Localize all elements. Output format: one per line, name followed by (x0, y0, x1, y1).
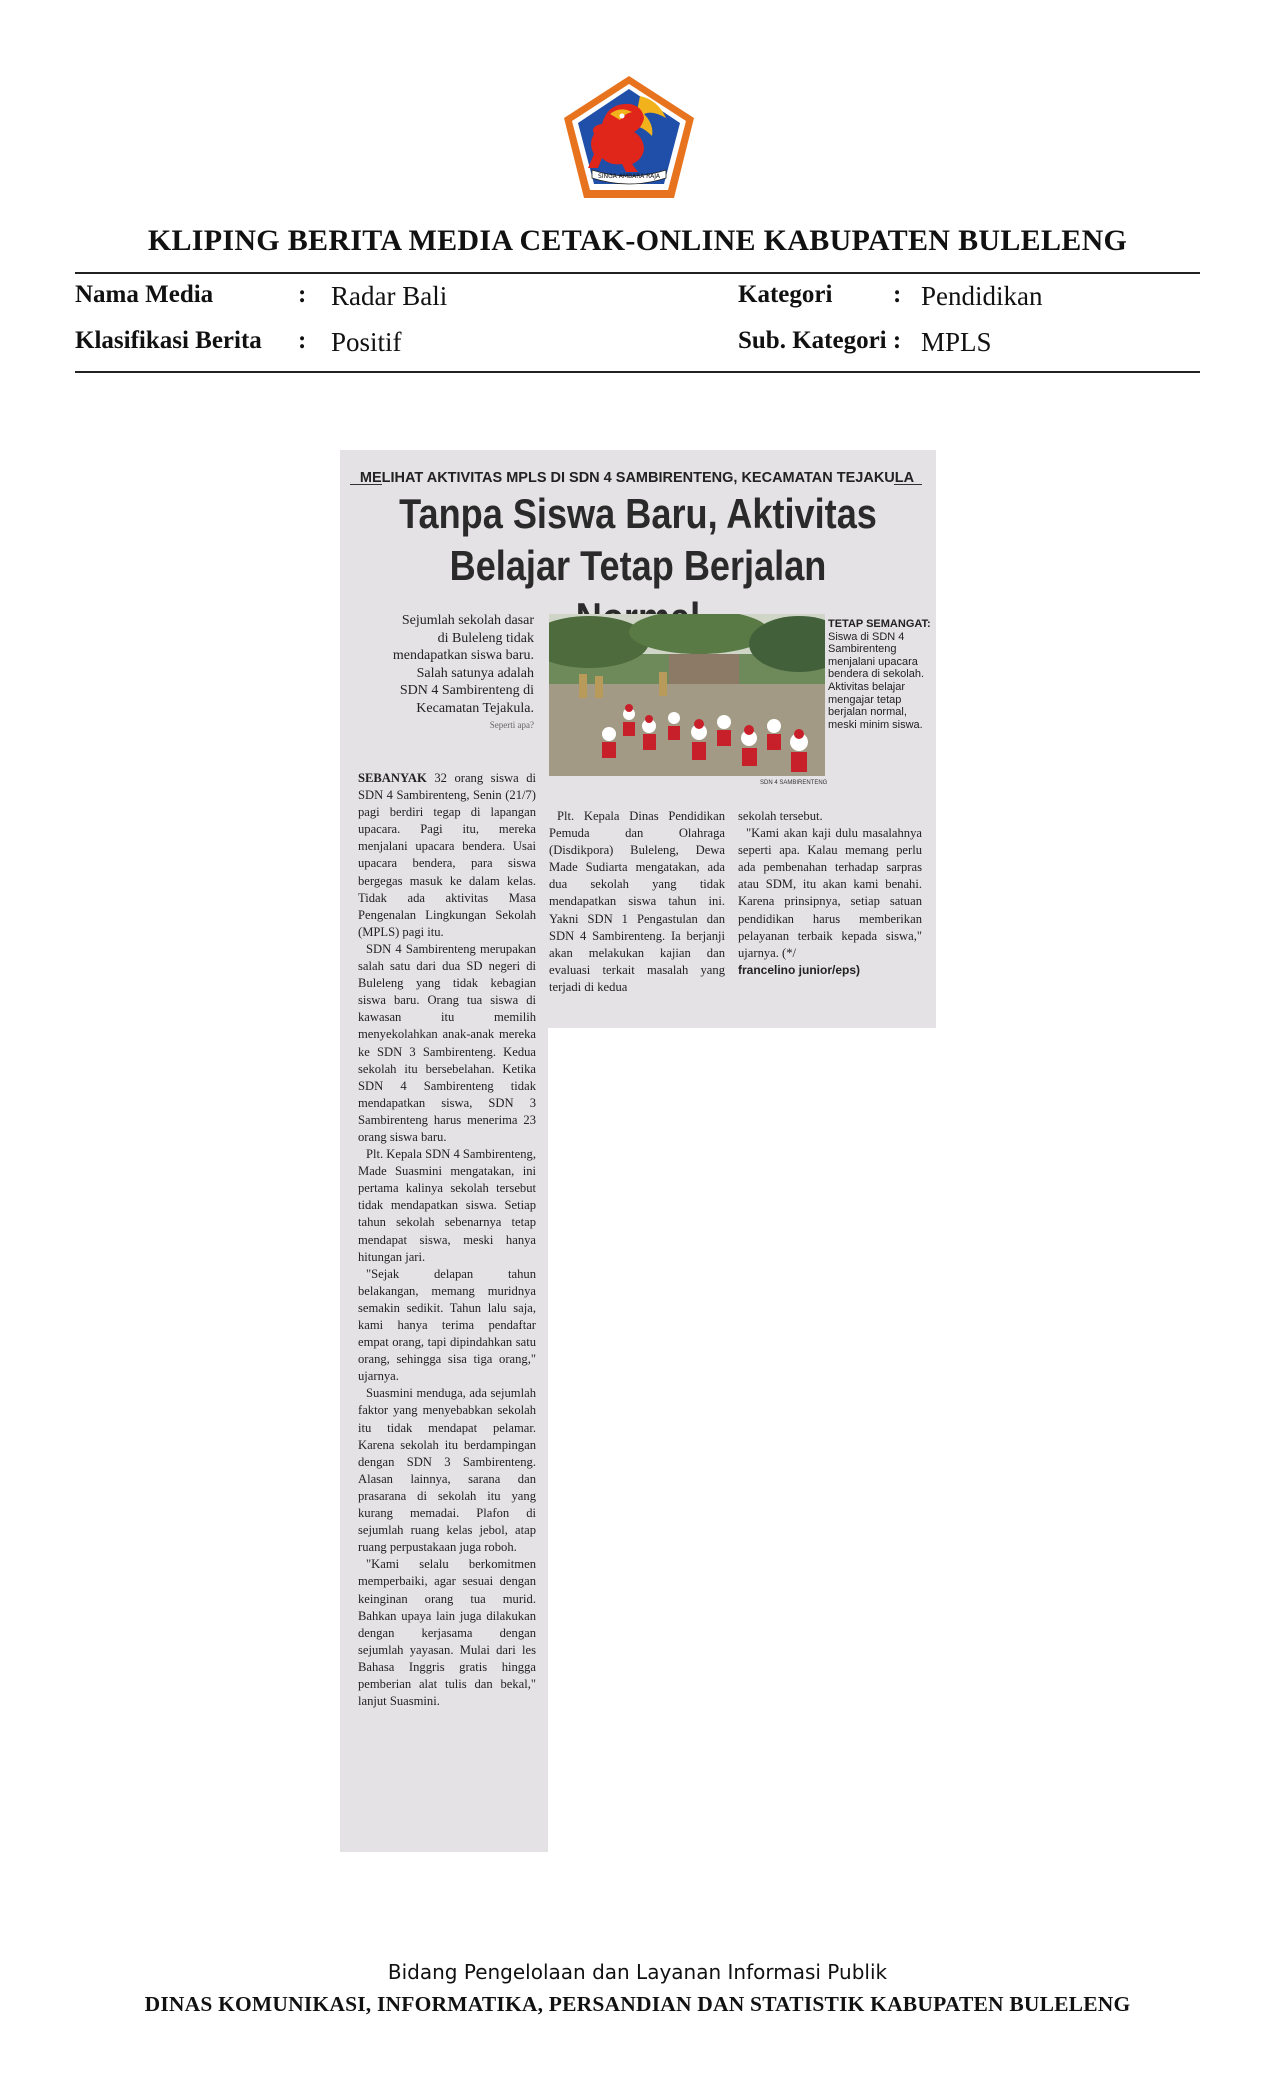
klasifikasi-colon: : (298, 327, 307, 354)
col3-paragraph-1: sekolah tersebut. (738, 809, 823, 823)
kategori-colon: : (893, 281, 902, 308)
header-divider-bottom (75, 371, 1200, 373)
page-title: KLIPING BERITA MEDIA CETAK-ONLINE KABUPATEN BULELENG (147, 224, 1128, 257)
kategori-label: Kategori (738, 281, 833, 308)
article-kicker: MELIHAT AKTIVITAS MPLS DI SDN 4 SAMBIRENTENG, KECAMATAN TEJAKULA (359, 470, 915, 486)
author-signature: francelino junior/eps) (738, 962, 861, 977)
headline-line-2: Belajar Tetap Berjalan (449, 542, 827, 589)
sub-kategori-label: Sub. Kategori : (738, 327, 902, 354)
nama-media-label: Nama Media (75, 281, 214, 308)
col2-paragraph-1: Plt. Kepala Dinas Pendidikan Pemuda dan Olahraga (Disdikpora) Buleleng, Dewa Made Sudiarta mengatakan, ada dua sekolah yang tidak mendapatkan siswa tahun ini. Yakni SDN 1 Pengastulan dan SDN 4 Sambirenteng. Ia berjanji akan melakukan kajian dan evaluasi terkait masalah yang terjadi di kedua (549, 809, 725, 994)
article-column-3 (738, 808, 922, 979)
caption-label: TETAP SEMANGAT: (828, 618, 931, 630)
caption-text: Siswa di SDN 4 Sambirenteng menjalani upacara bendera di sekolah. Aktivitas belajar mengajar tetap berjalan normal, meski minim siswa. (828, 630, 925, 731)
col1-paragraph-5: Suasmini menduga, ada sejumlah faktor yang menyebabkan sekolah itu tidak mendapat pelamar. Karena sekolah itu berdampingan dengan SDN 3 Sambirenteng. Alasan lainnya, sarana dan prasarana di sekolah itu yang kurang memadai. Plafon di sejumlah ruang kelas jebol, atap ruang perpustakaan juga roboh. (358, 1386, 536, 1555)
nama-media-colon: : (298, 281, 307, 308)
article-lead (392, 612, 534, 735)
col1-paragraph-6: "Kami selalu berkomitmen memperbaiki, agar sesuai dengan keinginan orang tua murid. Bahkan upaya lain juga dilakukan dengan kerjasama dengan sejumlah yayasan. Mulai dari les Bahasa Inggris gratis hingga pemberian alat tulis dan bekal," lanjut Suasmini. (358, 1557, 536, 1709)
col1-paragraph-1: SEBANYAK 32 orang siswa di SDN 4 Sambirenteng, Senin (21/7) pagi berdiri tegap di lapangan upacara. Pagi itu, mereka menjalani upacara bendera. Usai upacara bendera, para siswa bergegas masuk ke dalam kelas. Tidak ada aktivitas Masa Pengenalan Lingkungan Sekolah (MPLS) pagi itu. (358, 771, 536, 939)
kategori-value: Pendidikan (921, 281, 1043, 311)
header-divider-top (75, 272, 1200, 274)
footer-department: Bidang Pengelolaan dan Layanan Informasi Publik (387, 1960, 888, 1984)
col1-paragraph-2: SDN 4 Sambirenteng merupakan salah satu dari dua SD negeri di Buleleng yang tidak kebagian siswa baru. Orang tua siswa di kawasan itu memilih menyekolahkan anak-anak mereka ke SDN 3 Sambirenteng. Kedua sekolah itu bersebelahan. Ketika SDN 4 Sambirenteng tidak mendapatkan siswa, SDN 3 Sambirenteng harus menerima 23 orang siswa baru. (358, 941, 536, 1144)
photo-credit: SDN 4 SAMBIRENTENG (760, 780, 828, 786)
nama-media-value: Radar Bali (331, 281, 448, 311)
sub-kategori-value: MPLS (921, 327, 992, 357)
article-column-2 (549, 808, 725, 996)
klasifikasi-value: Positif (331, 327, 402, 357)
svg-text:SINGA AMBARA RAJA: SINGA AMBARA RAJA (598, 173, 660, 180)
buleleng-emblem-icon (562, 74, 696, 200)
lead-cut-text: Seperti apa? (489, 720, 534, 730)
lead-word: SEBANYAK (358, 771, 427, 785)
photo-caption (828, 618, 932, 731)
headline-line-1: Tanpa Siswa Baru, Aktivitas (399, 490, 877, 537)
article-photo (549, 614, 825, 776)
article-column-1 (358, 770, 536, 1710)
footer-agency: DINAS KOMUNIKASI, INFORMATIKA, PERSANDIAN DAN STATISTIK KABUPATEN BULELENG (144, 1992, 1131, 2016)
klasifikasi-label: Klasifikasi Berita (75, 327, 262, 354)
col3-paragraph-2: "Kami akan kaji dulu masalahnya seperti apa. Kalau memang perlu ada pembenahan terhadap sarpras atau SDM, itu akan kami benahi. Karena prinsipnya, setiap satuan pendidikan harus memberikan pelayanan terbaik kepada siswa," ujarnya. (*/ (738, 826, 922, 960)
col1-paragraph-4: "Sejak delapan tahun belakangan, memang muridnya semakin sedikit. Tahun lalu saja, kami hanya terima pendaftar empat orang, tapi dipindahkan satu orang, sehingga sisa tiga orang," ujarnya. (358, 1266, 536, 1384)
col1-paragraph-3: Plt. Kepala SDN 4 Sambirenteng, Made Suasmini mengatakan, ini pertama kalinya sekolah tersebut tidak mendapatkan siswa. Setiap tahun sekolah sebenarnya tetap mendapat siswa, meski hanya hitungan jari. (358, 1147, 536, 1264)
lead-text: Sejumlah sekolah dasar di Buleleng tidak mendapatkan siswa baru. Salah satunya adalah SDN 4 Sambirenteng di Kecamatan Tejakula. (392, 613, 534, 716)
